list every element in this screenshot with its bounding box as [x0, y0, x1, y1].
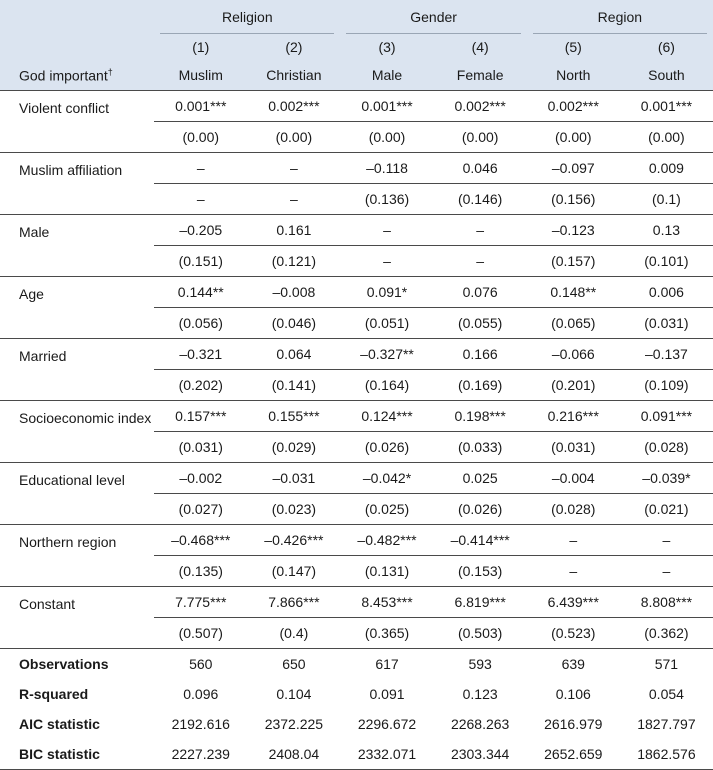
statistic-cell: 617 [340, 649, 433, 680]
column-header: North [527, 60, 620, 91]
column-header: South [620, 60, 713, 91]
standard-error-cell: (0.00) [434, 122, 527, 153]
coefficient-cell: –0.118 [340, 153, 433, 184]
coefficient-cell: –0.008 [247, 277, 340, 308]
coefficient-cell: 0.076 [434, 277, 527, 308]
statistic-cell: 2372.225 [264, 716, 324, 732]
statistic-cell: 0.106 [555, 686, 591, 702]
statistic-cell: 1827.797 [637, 716, 696, 732]
statistic-cell: 0.054 [648, 686, 684, 702]
coefficient-cell: –0.042* [340, 463, 433, 494]
standard-error-cell: – [247, 184, 340, 215]
coefficient-cell: 0.216*** [527, 401, 620, 432]
standard-error-cell: (0.131) [340, 556, 433, 587]
coefficient-cell: 0.166 [434, 339, 527, 370]
standard-error-cell: (0.025) [340, 494, 433, 525]
column-number: (6) [620, 34, 713, 60]
standard-error-cell: (0.031) [154, 432, 247, 463]
standard-error-cell: (0.157) [527, 246, 620, 277]
standard-error-cell: (0.136) [340, 184, 433, 215]
coefficient-cell: 0.198*** [434, 401, 527, 432]
coefficient-cell: –0.039* [620, 463, 713, 494]
standard-error-cell: (0.033) [434, 432, 527, 463]
statistic-cell: 0.096 [183, 686, 219, 702]
standard-error-cell: (0.065) [527, 308, 620, 339]
standard-error-cell: (0.169) [434, 370, 527, 401]
variable-name: Constant [0, 587, 154, 649]
standard-error-cell: (0.028) [620, 432, 713, 463]
standard-error-cell: (0.164) [340, 370, 433, 401]
statistic-cell: 2296.672 [357, 716, 417, 732]
row-label-header: God important† [0, 60, 154, 91]
coefficient-cell: –0.002 [154, 463, 247, 494]
coefficient-row [0, 215, 713, 246]
coefficient-cell: 8.453*** [340, 587, 433, 618]
coefficient-cell: –0.327** [340, 339, 433, 370]
column-number: (2) [247, 34, 340, 60]
coefficient-cell: –0.482*** [340, 525, 433, 556]
coefficient-cell: –0.137 [620, 339, 713, 370]
column-number: (3) [340, 34, 433, 60]
statistic-cell: 639 [527, 649, 620, 680]
statistic-cell: 560 [154, 649, 247, 680]
coefficient-cell: – [247, 153, 340, 184]
statistic-name: BIC statistic [0, 739, 154, 770]
variable-name: Male [0, 215, 154, 277]
statistic-cell: 571 [620, 649, 713, 680]
variable-name: Married [0, 339, 154, 401]
coefficient-cell: 0.025 [434, 463, 527, 494]
coefficient-cell: 0.002*** [527, 91, 620, 122]
group-header-region: Region [527, 0, 713, 34]
variable-name: Violent conflict [0, 91, 154, 153]
standard-error-cell: (0.109) [620, 370, 713, 401]
standard-error-cell: (0.028) [527, 494, 620, 525]
coefficient-cell: 8.808*** [620, 587, 713, 618]
standard-error-cell: (0.101) [620, 246, 713, 277]
header-corner [0, 0, 154, 34]
table-header [0, 0, 713, 91]
standard-error-cell: (0.026) [340, 432, 433, 463]
coefficient-cell: –0.426*** [247, 525, 340, 556]
coefficient-row [0, 525, 713, 556]
column-header: Male [340, 60, 433, 91]
coefficient-cell: –0.031 [247, 463, 340, 494]
coefficient-cell: 6.819*** [434, 587, 527, 618]
coefficient-cell: 0.148** [527, 277, 620, 308]
coefficient-cell: –0.321 [154, 339, 247, 370]
coefficient-cell: – [434, 215, 527, 246]
standard-error-cell: – [620, 556, 713, 587]
coefficient-cell: 0.161 [247, 215, 340, 246]
coefficient-cell: 0.001*** [340, 91, 433, 122]
dagger-footnote-mark: † [107, 66, 113, 77]
coefficient-cell: –0.414*** [434, 525, 527, 556]
variable-name: Socioeconomic index [0, 401, 154, 463]
standard-error-cell: (0.00) [340, 122, 433, 153]
standard-error-cell: – [340, 246, 433, 277]
coefficient-cell: – [154, 153, 247, 184]
variable-name: Northern region [0, 525, 154, 587]
statistic-cell: 0.123 [462, 686, 498, 702]
standard-error-cell: (0.141) [247, 370, 340, 401]
standard-error-cell: (0.00) [154, 122, 247, 153]
column-number: (4) [434, 34, 527, 60]
coefficient-cell: 0.091* [340, 277, 433, 308]
statistic-cell: 2616.979 [544, 716, 603, 732]
coefficient-cell: 6.439*** [527, 587, 620, 618]
standard-error-cell: (0.026) [434, 494, 527, 525]
statistic-cell: 2408.04 [247, 739, 340, 770]
coefficient-cell: 0.046 [434, 153, 527, 184]
column-number: (1) [154, 34, 247, 60]
standard-error-cell: (0.362) [620, 618, 713, 649]
coefficient-cell: –0.004 [527, 463, 620, 494]
coefficient-row [0, 401, 713, 432]
statistic-name: AIC statistic [19, 715, 100, 732]
standard-error-cell: (0.523) [527, 618, 620, 649]
column-number: (5) [527, 34, 620, 60]
standard-error-cell: (0.021) [620, 494, 713, 525]
standard-error-cell: (0.056) [154, 308, 247, 339]
statistic-row [0, 739, 713, 770]
standard-error-cell: (0.00) [527, 122, 620, 153]
standard-error-cell: (0.507) [154, 618, 247, 649]
coefficient-cell: – [340, 215, 433, 246]
coefficient-cell: 0.009 [620, 153, 713, 184]
coefficient-cell: – [527, 525, 620, 556]
group-header-religion: Religion [154, 0, 340, 34]
coefficient-row [0, 91, 713, 122]
statistic-cell: 0.104 [276, 686, 312, 702]
standard-error-cell: (0.027) [154, 494, 247, 525]
coefficient-cell: 0.124*** [340, 401, 433, 432]
standard-error-cell: (0.201) [527, 370, 620, 401]
coefficient-row [0, 277, 713, 308]
statistic-name: Observations [0, 649, 154, 680]
statistic-cell: 2227.239 [154, 739, 247, 770]
standard-error-cell: (0.023) [247, 494, 340, 525]
standard-error-cell: (0.503) [434, 618, 527, 649]
statistic-cell: 2192.616 [171, 716, 230, 732]
variable-name: Educational level [0, 463, 154, 525]
coefficient-cell: 0.001*** [154, 91, 247, 122]
coefficient-row [0, 339, 713, 370]
standard-error-cell: (0.156) [527, 184, 620, 215]
statistic-cell: 2303.344 [434, 739, 527, 770]
standard-error-cell: (0.046) [247, 308, 340, 339]
standard-error-cell: (0.121) [247, 246, 340, 277]
coefficient-cell: –0.066 [527, 339, 620, 370]
standard-error-cell: (0.031) [527, 432, 620, 463]
statistic-cell: 0.091 [369, 686, 405, 702]
coefficient-cell: –0.097 [527, 153, 620, 184]
standard-error-cell: (0.147) [247, 556, 340, 587]
standard-error-cell: – [154, 184, 247, 215]
standard-error-cell: (0.051) [340, 308, 433, 339]
standard-error-cell: (0.029) [247, 432, 340, 463]
column-header: Female [434, 60, 527, 91]
coefficient-row [0, 587, 713, 618]
coefficient-cell: 0.002*** [434, 91, 527, 122]
standard-error-cell: (0.365) [340, 618, 433, 649]
coefficient-cell: –0.123 [527, 215, 620, 246]
statistic-cell: 593 [434, 649, 527, 680]
standard-error-cell: (0.153) [434, 556, 527, 587]
coefficient-row [0, 463, 713, 494]
coefficient-cell: 0.144** [154, 277, 247, 308]
coefficient-cell: – [620, 525, 713, 556]
standard-error-cell: – [527, 556, 620, 587]
coefficient-cell: 0.064 [247, 339, 340, 370]
group-header-gender: Gender [340, 0, 526, 34]
coefficient-cell: –0.468*** [154, 525, 247, 556]
standard-error-cell: (0.151) [154, 246, 247, 277]
column-header: Christian [247, 60, 340, 91]
statistic-row [0, 709, 713, 739]
coefficient-cell: 0.13 [620, 215, 713, 246]
coefficient-cell: 0.006 [620, 277, 713, 308]
statistic-cell: 2268.263 [450, 716, 510, 732]
coefficient-cell: 0.155*** [247, 401, 340, 432]
coefficient-row [0, 153, 713, 184]
statistic-cell: 1862.576 [620, 739, 713, 770]
coefficient-cell: 7.775*** [154, 587, 247, 618]
coefficient-cell: 0.001*** [620, 91, 713, 122]
variable-name: Muslim affiliation [0, 153, 154, 215]
standard-error-cell: (0.00) [247, 122, 340, 153]
statistic-cell: 650 [247, 649, 340, 680]
standard-error-cell: – [434, 246, 527, 277]
statistic-row [0, 679, 713, 709]
standard-error-cell: (0.146) [434, 184, 527, 215]
statistic-row [0, 649, 713, 680]
variable-name: Age [0, 277, 154, 339]
coefficient-cell: 0.157*** [154, 401, 247, 432]
statistic-cell: 2652.659 [527, 739, 620, 770]
coefficient-cell: 0.091*** [620, 401, 713, 432]
standard-error-cell: (0.1) [620, 184, 713, 215]
standard-error-cell: (0.031) [620, 308, 713, 339]
table-body [0, 91, 713, 770]
column-header: Muslim [154, 60, 247, 91]
standard-error-cell: (0.00) [620, 122, 713, 153]
statistic-name: R-squared [19, 685, 89, 702]
coefficient-cell: 0.002*** [247, 91, 340, 122]
standard-error-cell: (0.055) [434, 308, 527, 339]
standard-error-cell: (0.4) [247, 618, 340, 649]
coefficient-cell: –0.205 [154, 215, 247, 246]
coefficient-cell: 7.866*** [247, 587, 340, 618]
statistic-cell: 2332.071 [340, 739, 433, 770]
standard-error-cell: (0.135) [154, 556, 247, 587]
standard-error-cell: (0.202) [154, 370, 247, 401]
